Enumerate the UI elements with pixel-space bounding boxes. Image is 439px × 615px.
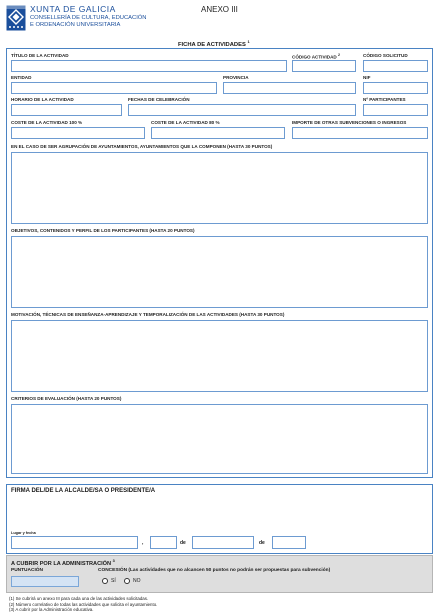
label-puntuacion: PUNTUACIÓN [11,568,43,573]
form-title [178,39,250,48]
de-separator-2: de [259,540,265,546]
de-separator-1: de [180,540,186,546]
criterios-textarea[interactable] [11,404,428,474]
label-concesion-text: CONCESIÓN [98,568,128,573]
label-coste-80: COSTE DE LA ACTIVIDAD 80 % [151,120,220,125]
objetivos-textarea[interactable] [11,236,428,308]
fechas-field[interactable] [128,104,356,116]
codigo-solicitud-field[interactable] [363,60,428,72]
logo-title: XUNTA DE GALICIA [30,4,116,14]
day-field[interactable] [150,536,177,549]
place-field[interactable] [11,536,138,549]
footnote-1: (1) Se cubrirá un anexo III para cada una de las actividades solicitadas. [9,596,149,601]
label-motivacion: MOTIVACIÓN, TÉCNICAS DE ENSEÑANZA-APRENDIZAJE Y TEMPORALIZACIÓN DE LAS ACTIVIDADES (HASTA 30 PUNTOS) [11,312,285,317]
label-importe-otras: IMPORTE DE OTRAS SUBVENCIONES O INGRESOS [292,120,407,125]
month-field[interactable] [192,536,254,549]
titulo-field[interactable] [11,60,287,72]
label-codigo-solicitud: CÓDIGO SOLICITUD [363,53,408,58]
administration-section [6,555,433,593]
activity-form [6,48,433,478]
label-codigo-actividad-note: 2 [338,53,340,57]
radio-si-label: SÍ [111,577,116,584]
participantes-field[interactable] [363,104,428,116]
signature-title: FIRMA DEL/DE LA ALCALDE/SA O PRESIDENTE/A [11,488,156,494]
agrupacion-textarea[interactable] [11,152,428,224]
concesion-note: (Las actividades que no alcancen 50 puntos no podrán ser propuestas para subvención) [128,568,331,573]
horario-field[interactable] [11,104,122,116]
coste-80-field[interactable] [151,127,285,139]
label-participantes: Nº PARTICIPANTES [363,97,406,102]
logo-subtitle-line-2: E ORDENACIÓN UNIVERSITARIA [30,22,121,28]
motivacion-textarea[interactable] [11,320,428,392]
label-provincia: PROVINCIA [223,75,249,80]
label-entidad: ENTIDAD [11,75,32,80]
footnote-2: (2) Número correlativo de todas las actividades que solicita el ayuntamiento. [9,601,158,607]
footnotes [9,596,157,613]
logo-subtitle [30,15,147,29]
label-horario: HORARIO DE LA ACTIVIDAD [11,97,74,102]
puntuacion-field[interactable] [11,576,79,587]
page-header [6,3,433,43]
year-field[interactable] [272,536,306,549]
label-concesion [98,568,330,573]
provincia-field[interactable] [223,82,356,94]
nif-field[interactable] [363,82,428,94]
footnote-3: (3) A cubrir por la Administración educativa. [9,607,94,613]
radio-si[interactable] [102,578,108,584]
label-codigo-actividad [292,53,340,60]
label-nif: NIF [363,75,371,80]
label-criterios: CRITERIOS DE EVALUACIÓN (HASTA 20 PUNTOS) [11,396,122,401]
comma-separator: , [142,540,144,546]
label-objetivos: OBJETIVOS, CONTENIDOS Y PERFIL DE LOS PARTICIPANTES (HASTA 20 PUNTOS) [11,228,195,233]
entidad-field[interactable] [11,82,217,94]
radio-no[interactable] [124,578,130,584]
label-coste-100: COSTE DE LA ACTIVIDAD 100 % [11,120,83,125]
admin-title [11,559,115,567]
logo-subtitle-line-1: CONSELLERÍA DE CULTURA, EDUCACIÓN [30,15,147,21]
importe-otras-field[interactable] [292,127,428,139]
signature-section [6,484,433,554]
admin-title-text: A CUBRIR POR LA ADMINISTRACIÓN [11,560,112,567]
form-title-text: FICHA DE ACTIVIDADES [178,41,246,48]
place-date-label: Lugar y fecha [11,531,36,535]
coste-100-field[interactable] [11,127,145,139]
codigo-actividad-field[interactable] [292,60,356,72]
annex-title: ANEXO III [201,5,238,14]
label-codigo-actividad-text: CÓDIGO ACTIVIDAD [292,54,337,60]
admin-title-note: 3 [112,559,115,563]
form-title-note: 1 [247,39,250,44]
galicia-shield-icon [6,5,26,31]
label-agrupacion: EN EL CASO DE SER AGRUPACIÓN DE AYUNTAMIENTOS, AYUNTAMIENTOS QUE LA COMPONEN (HASTA 30 PUNTOS) [11,144,273,149]
label-titulo: TÍTULO DE LA ACTIVIDAD [11,53,69,58]
label-fechas: FECHAS DE CELEBRACIÓN [128,97,190,102]
xunta-logo [6,3,166,33]
radio-no-label: NO [133,577,141,584]
